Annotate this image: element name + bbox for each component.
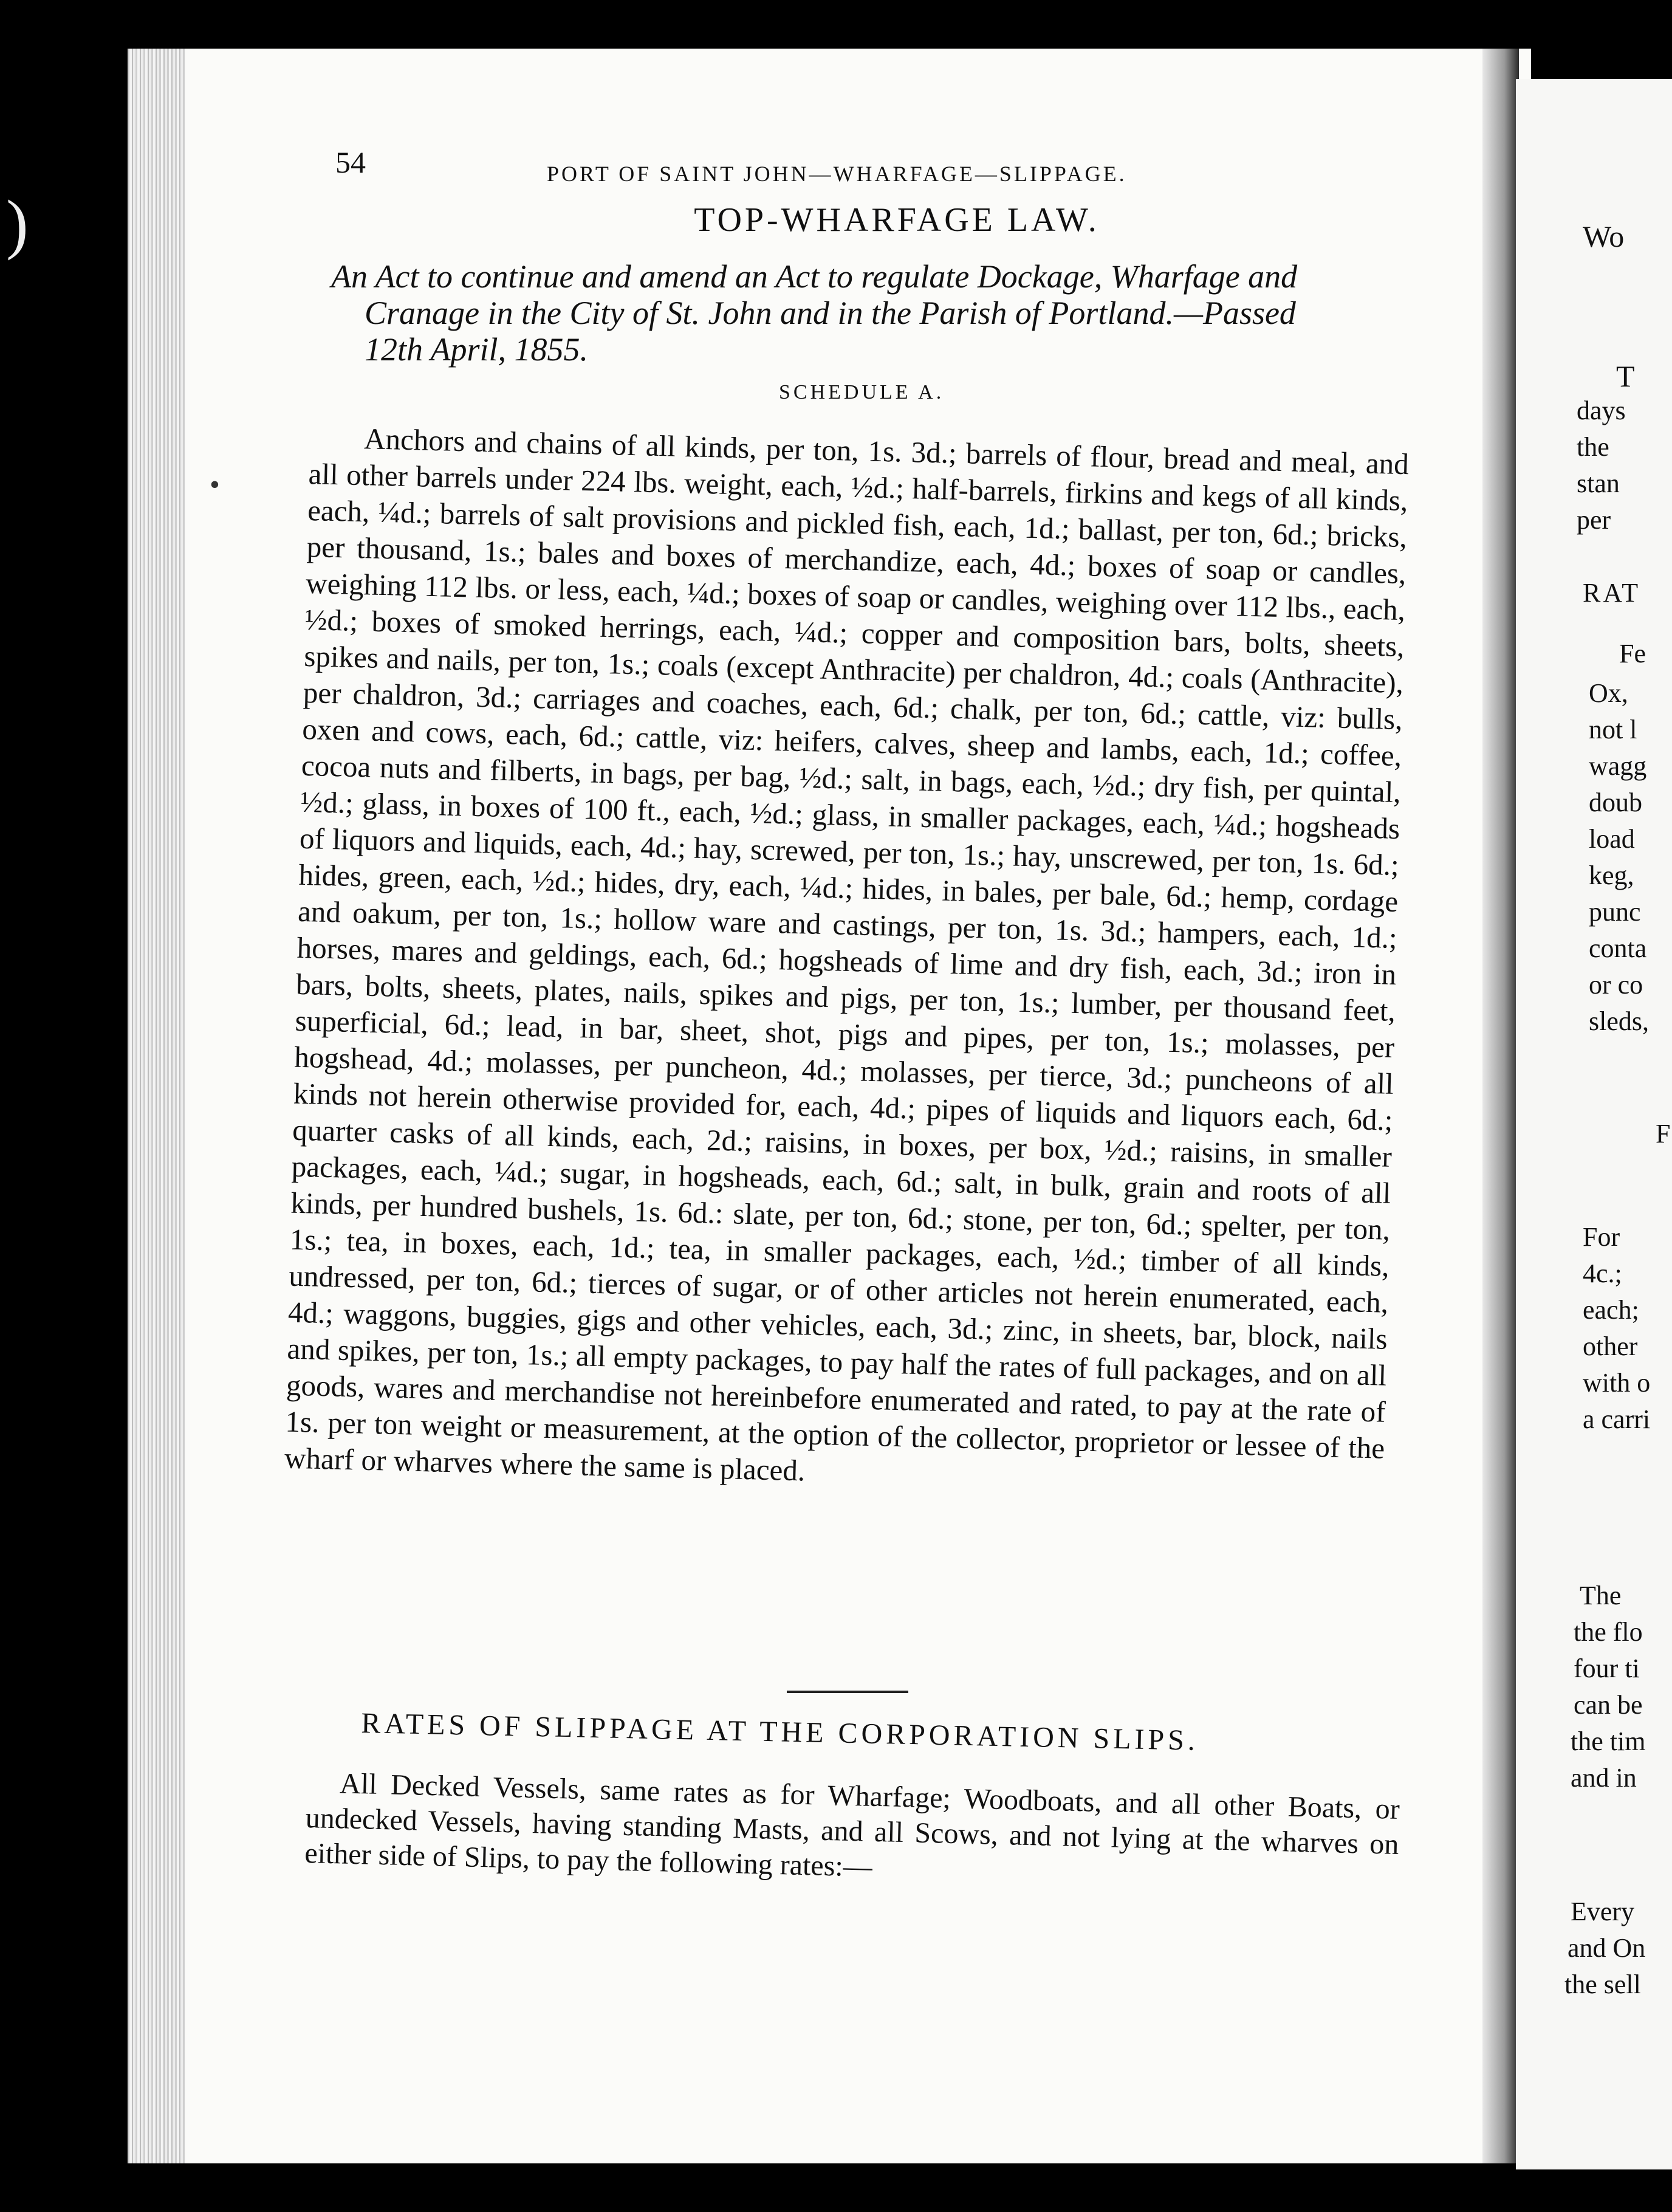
facing-fragment: the sell <box>1564 1970 1641 1999</box>
running-header: PORT OF SAINT JOHN—WHARFAGE—SLIPPAGE. <box>547 162 1127 186</box>
facing-page <box>1516 79 1672 2169</box>
facing-fragment: For <box>1583 1222 1620 1252</box>
page-title: TOP-WHARFAGE LAW. <box>694 201 1100 239</box>
facing-fragment: conta <box>1589 933 1647 963</box>
facing-fragment: a carri <box>1583 1404 1651 1434</box>
act-citation <box>331 258 1419 368</box>
facing-fragment: keg, <box>1589 860 1634 890</box>
act-line-3: 12th April, 1855. <box>365 331 589 368</box>
facing-fragment: the <box>1577 432 1609 462</box>
section-divider <box>787 1691 908 1693</box>
margin-bracket: ) <box>6 187 29 261</box>
facing-fragment: doub <box>1589 788 1642 817</box>
page-edges <box>128 49 185 2163</box>
facing-fragment: F <box>1656 1119 1671 1149</box>
facing-fragment: and On <box>1568 1933 1646 1963</box>
facing-fragment: wagg <box>1589 751 1647 781</box>
schedule-text: Anchors and chains of all kinds, per ton, 1s. 3d.; barrels of flour, bread and meal, and all other barrels under 224 lbs. weight, each, ½d.; half-barrels, firkins and kegs of all kinds, each, ¼d.; barrels of salt provisions and pickled fish, each, 1d.; ballast, per ton, 6d.; bricks, per thousand, 1s.; bales and boxes of merchandize, each, 4d.; boxes of soap or candles, weighing 112 lbs. or less, each, ¼d.; boxes of soap or candles, weighing over 112 lbs., each, ½d.; boxes of smoked herrings, each, ¼d.; copper and composition bars, bolts, sheets, spikes and nails, per ton, 1s.; coals (except Anthracite) per chaldron, 4d.; coals (Anthracite), per chaldron, 3d.; carriages and coaches, each, 6d.; chalk, per ton, 6d.; cattle, viz: bulls, oxen and cows, each, 6d.; cattle, viz: heifers, calves, sheep and lambs, each, 1d.; coffee, cocoa nuts and filberts, in bags, per bag, ½d.; salt, in bags, each, ½d.; dry fish, per quintal, ½d.; glass, in boxes of 100 ft., each, ½d.; glass, in smaller packages, each, ¼d.; hogsheads of liquors and liquids, each, 4d.; hay, screwed, per ton, 1s.; hay, unscrewed, per ton, 1s. 6d.; hides, green, each, ½d.; hides, dry, each, ¼d.; hides, in bales, per bale, 6d.; hemp, cordage and oakum, per ton, 1s.; hollow ware and castings, per ton, 1s. 3d.; hampers, each, 1d.; horses, mares and geldings, each, 6d.; hogsheads of lime and dry fish, each, 3d.; iron in bars, bolts, sheets, plates, nails, spikes and pigs, per ton, 1s.; lumber, per thousand feet, superficial, 6d.; lead, in bar, sheet, shot, pigs and pipes, per ton, 1s.; molasses, per hogshead, 4d.; molasses, per puncheon, 4d.; molasses, per tierce, 3d.; puncheons of all kinds not herein otherwise provided for, each, 4d.; pipes of liquids and liquors each, 6d.; quarter casks of all kinds, each, 2d.; raisins, in boxes, per box, ½d.; raisins, in smaller packages, each, ¼d.; sugar, in hogsheads, each, 6d.; salt, in bulk, grain and roots of all kinds, per hundred bushels, 1s. 6d.: slate, per ton, 6d.; stone, per ton, 6d.; spelter, per ton, 1s.; tea, in boxes, each, 1d.; tea, in smaller packages, each, ½d.; timber of all kinds, undressed, per ton, 6d.; tierces of sugar, or of other articles not herein enumerated, each, 4d.; waggons, buggies, gigs and other vehicles, each, 3d.; zinc, in sheets, bar, block, nails and spikes, per ton, 1s.; all empty packages, to pay half the rates of full packages, and on all goods, wares and merchandise not hereinbefore enumerated and rated, to pay at the rate of 1s. per ton weight or measurement, at the option of the collector, proprietor or lessee of the wharf or wharves where the same is placed. <box>284 422 1410 1488</box>
margin-mark: • <box>210 469 220 501</box>
facing-fragment: T <box>1616 359 1635 393</box>
slippage-text: All Decked Vessels, same rates as for Wharfage; Woodboats, and all other Boats, or undecked Vessels, having standing Masts, and all Scows, and not lying at the wharves on either side of Slips, to pay the following rates:— <box>304 1767 1400 1883</box>
facing-fragment: Wo <box>1583 219 1625 253</box>
facing-fragment: The <box>1580 1581 1622 1610</box>
facing-fragment: and in <box>1571 1763 1637 1793</box>
facing-fragment: RAT <box>1583 578 1641 608</box>
facing-fragment: each; <box>1583 1295 1639 1325</box>
facing-fragment: or co <box>1589 970 1643 1000</box>
facing-fragment: 4c.; <box>1583 1259 1622 1288</box>
facing-fragment: stan <box>1577 469 1620 498</box>
schedule-heading: SCHEDULE A. <box>779 381 945 404</box>
slippage-heading: RATES OF SLIPPAGE AT THE CORPORATION SLIPS. <box>360 1706 1199 1757</box>
facing-fragment: Fe <box>1619 639 1646 668</box>
facing-fragment: per <box>1577 505 1611 535</box>
act-line-2: Cranage in the City of St. John and in the Parish of Portland.—Passed <box>365 295 1296 331</box>
page-number: 54 <box>335 145 366 179</box>
facing-fragment: other <box>1583 1331 1638 1361</box>
facing-fragment: punc <box>1589 897 1641 927</box>
facing-fragment: can be <box>1574 1690 1643 1720</box>
facing-fragment: load <box>1589 824 1635 854</box>
facing-fragment: Every <box>1571 1897 1635 1926</box>
facing-fragment: with o <box>1583 1368 1651 1398</box>
facing-fragment: the flo <box>1574 1617 1643 1647</box>
facing-fragment: not l <box>1589 715 1637 744</box>
facing-fragment: sleds, <box>1589 1006 1649 1036</box>
facing-fragment: Ox, <box>1589 678 1628 708</box>
facing-fragment: days <box>1577 396 1626 425</box>
facing-fragment: the tim <box>1571 1726 1646 1756</box>
act-line-1: An Act to continue and amend an Act to regulate Dockage, Wharfage and <box>331 258 1298 295</box>
book-gutter <box>1482 49 1519 2163</box>
facing-fragment: four ti <box>1574 1654 1640 1683</box>
